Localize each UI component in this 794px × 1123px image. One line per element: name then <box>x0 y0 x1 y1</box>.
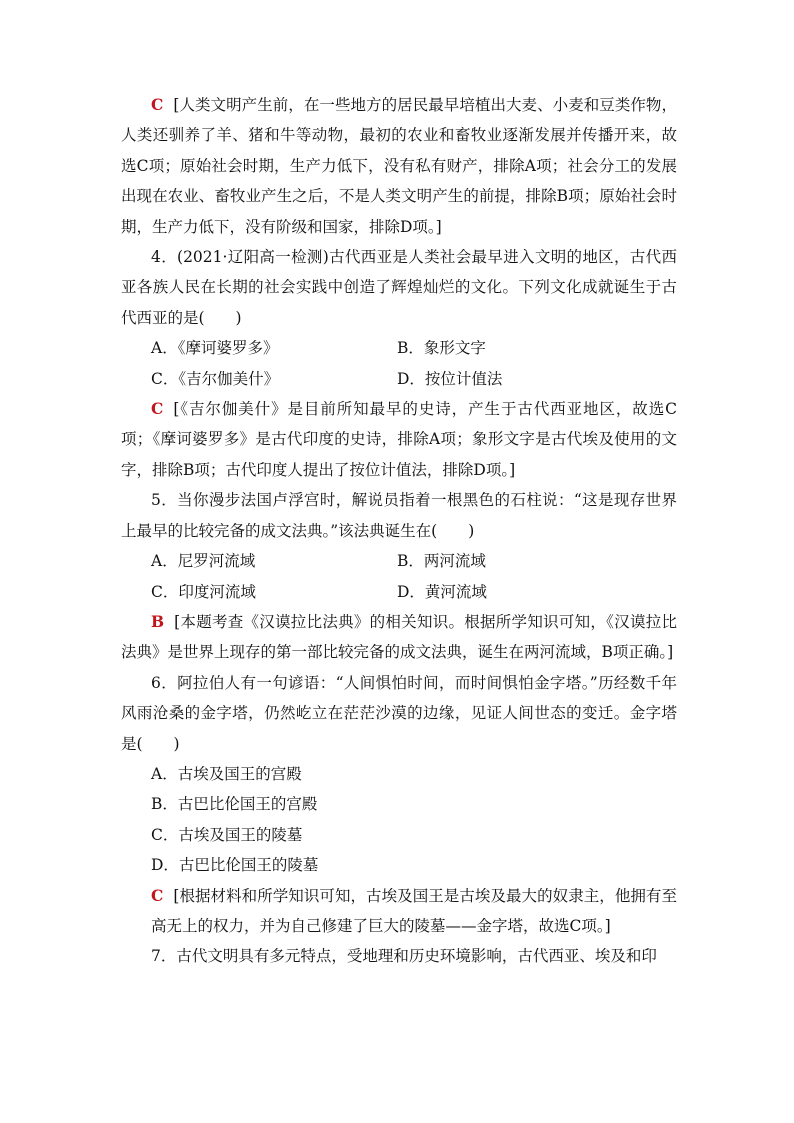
answer-6 <box>121 881 677 942</box>
option-c: C．古埃及国王的陵墓 <box>151 825 303 844</box>
answer-5 <box>121 607 677 668</box>
option-b: B．象形文字 <box>397 339 486 358</box>
option-c: C．印度河流域 <box>151 582 256 601</box>
option-c: C．《吉尔伽美什》 <box>151 369 280 388</box>
option-d: D．古巴比伦国王的陵墓 <box>151 856 319 875</box>
question-5-options-row-1 <box>121 546 677 576</box>
answer-key: C <box>151 95 164 114</box>
answer-key: C <box>151 885 164 905</box>
document-page <box>121 90 677 972</box>
question-5-options-row-2 <box>121 577 677 607</box>
answer-key: C <box>151 399 164 419</box>
option-a: A．尼罗河流域 <box>151 552 256 571</box>
answer-key: B <box>151 611 165 631</box>
question-5-stem: 5．当你漫步法国卢浮宫时，解说员指着一根黑色的石柱说：“这是现存世界上最早的比较完备的成文法典。”该法典诞生在( ) <box>121 491 677 540</box>
question-4-stem: 4．(2021·辽阳高一检测)古代西亚是人类社会最早进入文明的地区，古代西亚各族人民在长期的社会实践中创造了辉煌灿烂的文化。下列文化成就诞生于古代西亚的是( ) <box>121 248 677 327</box>
answer-3 <box>121 90 677 242</box>
question-7-stem: 7．古代文明具有多元特点，受地理和历史环境影响，古代西亚、埃及和印 <box>151 947 657 966</box>
option-b: B．古巴比伦国王的宫殿 <box>151 795 318 814</box>
option-a: A．《摩诃婆罗多》 <box>151 339 279 358</box>
answer-explanation: [《吉尔伽美什》是目前所知最早的史诗，产生于古代西亚地区，故选C项；《摩诃婆罗多》是古代印度的史诗，排除A项；象形文字是古代埃及使用的文字，排除B项；古代印度人提出了按位计值法，排除D项。] <box>121 400 677 479</box>
question-6-stem: 6．阿拉伯人有一句谚语：“人间惧怕时间，而时间惧怕金字塔。”历经数千年风雨沧桑的金字塔，仍然屹立在茫茫沙漠的边缘，见证人间世态的变迁。金字塔是( ) <box>121 673 677 753</box>
answer-explanation: [根据材料和所学知识可知，古埃及国王是古埃及最大的奴隶主，他拥有至高无上的权力，并为自己修建了巨大的陵墓——金字塔，故选C项。] <box>151 886 677 935</box>
option-b: B．两河流域 <box>397 552 486 571</box>
option-a: A．古埃及国王的宫殿 <box>151 764 302 783</box>
option-d: D．黄河流域 <box>397 582 487 601</box>
answer-explanation: [人类文明产生前，在一些地方的居民最早培植出大麦、小麦和豆类作物，人类还驯养了羊、猪和牛等动物，最初的农业和畜牧业逐渐发展并传播开来，故选C项；原始社会时期，生产力低下，没有私有财产，排除A项；社会分工的发展出现在农业、畜牧业产生之后，不是人类文明产生的前提，排除B项；原始社会时期，生产力低下，没有阶级和国家，排除D项。] <box>121 96 677 236</box>
answer-4 <box>121 394 677 485</box>
option-d: D．按位计值法 <box>397 369 503 388</box>
question-4-options-row-1 <box>121 333 677 363</box>
answer-explanation: [本题考查《汉谟拉比法典》的相关知识。根据所学知识可知，《汉谟拉比法典》是世界上现存的第一部比较完备的成文法典，诞生在两河流域，B项正确。] <box>121 612 677 662</box>
question-4-options-row-2 <box>121 364 677 394</box>
